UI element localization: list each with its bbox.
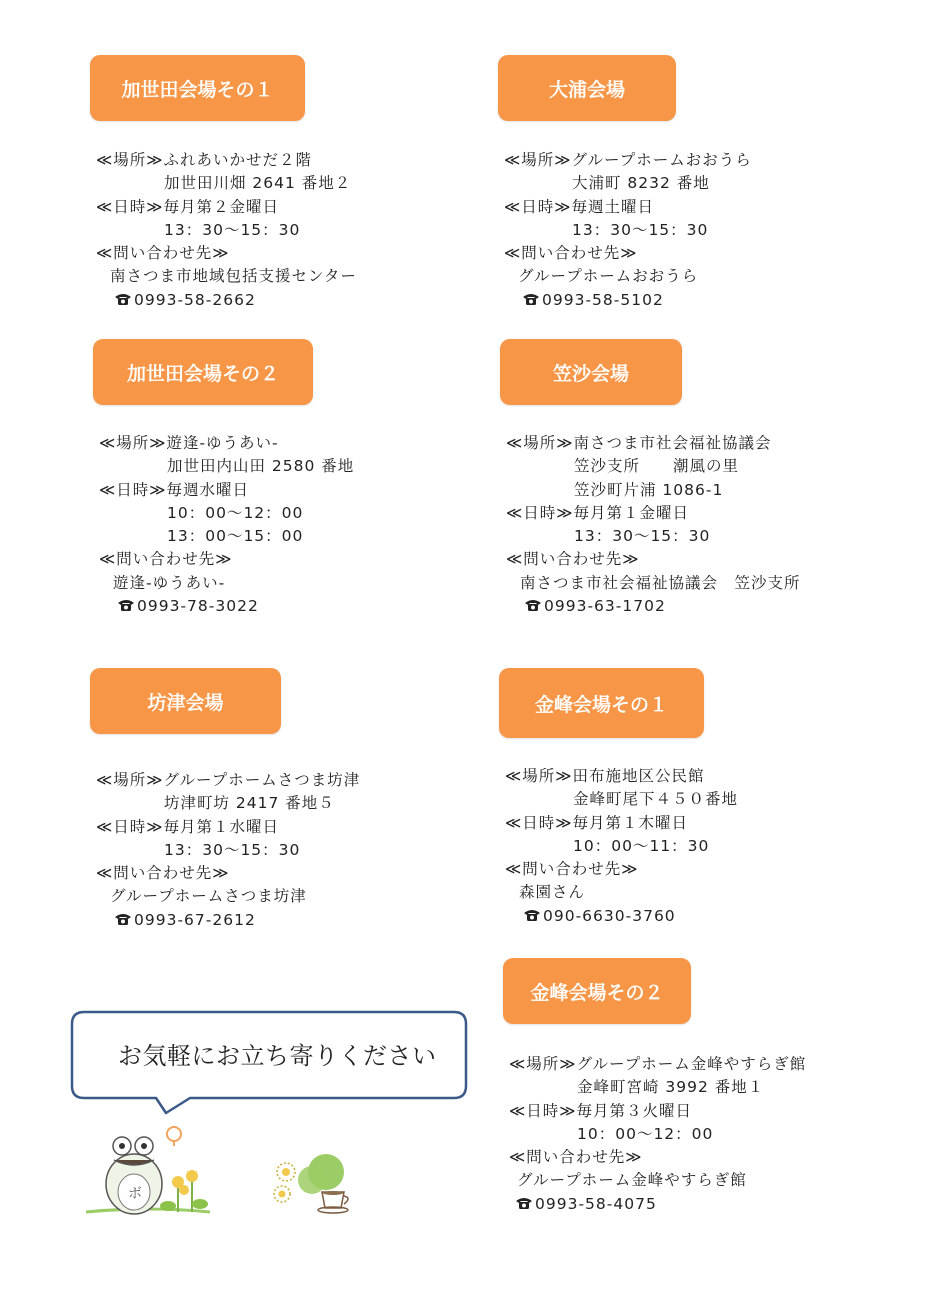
venue-kaseda-2: 加世田会場その２ ≪場所≫遊逢-ゆうあい- 加世田内山田 2580 番地 ≪日時≫毎週水曜日 10：00～12：00 13：00～15：00 ≪問い合わせ先≫ 遊逢-ゆうあい- 0993-78-3022 xyxy=(93,339,354,618)
telephone-icon xyxy=(117,598,137,612)
svg-text:ボ: ボ xyxy=(128,1186,142,1202)
character-illustration xyxy=(82,1124,214,1224)
venue-title-badge: 大浦会場 xyxy=(498,55,676,121)
speech-bubble xyxy=(70,1010,468,1115)
telephone-icon xyxy=(114,292,134,306)
venue-kasasa: 笠沙会場 ≪場所≫南さつま市社会福祉協議会 笠沙支所 潮風の里 笠沙町片浦 1086-1 ≪日時≫毎月第１金曜日 13：30～15：30 ≪問い合わせ先≫ 南さつま市社会福祉協議会 笠沙支所 0993-63-1702 xyxy=(500,339,801,618)
venue-title-badge: 加世田会場その１ xyxy=(90,55,305,121)
telephone-icon xyxy=(515,1196,535,1210)
venue-oura: 大浦会場 ≪場所≫グループホームおおうら 大浦町 8232 番地 ≪日時≫毎週土曜日 13：30～15：30 ≪問い合わせ先≫ グループホームおおうら 0993-58-5102 xyxy=(498,55,752,312)
venue-bonotsu: 坊津会場 ≪場所≫グループホームさつま坊津 坊津町坊 2417 番地５ ≪日時≫毎月第１水曜日 13：30～15：30 ≪問い合わせ先≫ グループホームさつま坊津 0993-67-2612 xyxy=(90,668,360,932)
venue-title-badge: 坊津会場 xyxy=(90,668,281,734)
venue-title-badge: 金峰会場その１ xyxy=(499,668,704,738)
venue-title-badge: 金峰会場その２ xyxy=(503,958,691,1024)
venue-kaseda-1: 加世田会場その１ ≪場所≫ふれあいかせだ２階 加世田川畑 2641 番地２ ≪日時≫毎月第２金曜日 13：30～15：30 ≪問い合わせ先≫ 南さつま市地域包括支援センター 0993-58-2662 xyxy=(90,55,357,312)
venue-title-badge: 加世田会場その２ xyxy=(93,339,313,405)
bubble-message: お気軽にお立ち寄りください xyxy=(118,1042,437,1070)
telephone-icon xyxy=(114,912,134,926)
telephone-icon xyxy=(522,292,542,306)
telephone-icon xyxy=(523,908,543,922)
flower-coffee-illustration xyxy=(268,1150,352,1220)
telephone-icon xyxy=(524,598,544,612)
venue-title-badge: 笠沙会場 xyxy=(500,339,682,405)
venue-kinpo-2: 金峰会場その２ ≪場所≫グループホーム金峰やすらぎ館 金峰町宮崎 3992 番地１ ≪日時≫毎月第３火曜日 10：00～12：00 ≪問い合わせ先≫ グループホーム金峰やすらぎ館 0993-58-4075 xyxy=(503,958,806,1216)
venue-kinpo-1: 金峰会場その１ ≪場所≫田布施地区公民館 金峰町尾下４５０番地 ≪日時≫毎月第１木曜日 10：00～11：30 ≪問い合わせ先≫ 森園さん 090-6630-3760 xyxy=(499,668,738,928)
